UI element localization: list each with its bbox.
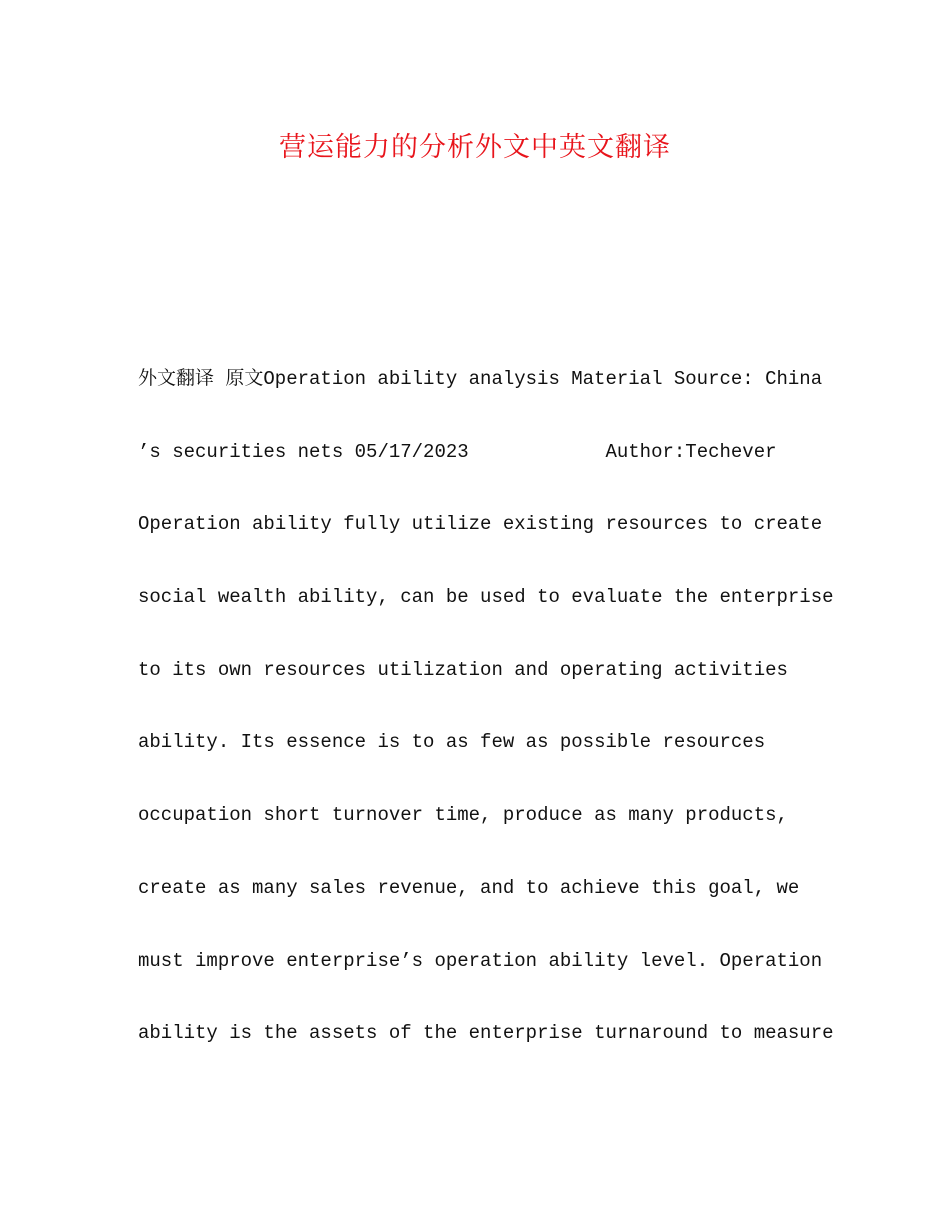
document-body bbox=[138, 360, 834, 1087]
body-line: Operation ability fully utilize existing resources to create bbox=[138, 513, 823, 536]
body-line: 外文翻译 原文Operation ability analysis Material Source: China bbox=[138, 368, 823, 390]
body-line: occupation short turnover time, produce as many products, bbox=[138, 804, 788, 827]
body-line: ability is the assets of the enterprise turnaround to measure bbox=[138, 1022, 834, 1045]
body-line: must improve enterprise’s operation ability level. Operation bbox=[138, 949, 823, 972]
body-line: create as many sales revenue, and to achieve this goal, we bbox=[138, 876, 800, 899]
body-line: social wealth ability, can be used to evaluate the enterprise bbox=[138, 586, 834, 609]
body-line: to its own resources utilization and operating activities bbox=[138, 658, 788, 681]
body-line: ability. Its essence is to as few as possible resources bbox=[138, 731, 766, 754]
document-title: 营运能力的分析外文中英文翻译 bbox=[279, 132, 671, 163]
body-line: ’s securities nets 05/17/2023 Author:Techever bbox=[138, 440, 777, 463]
